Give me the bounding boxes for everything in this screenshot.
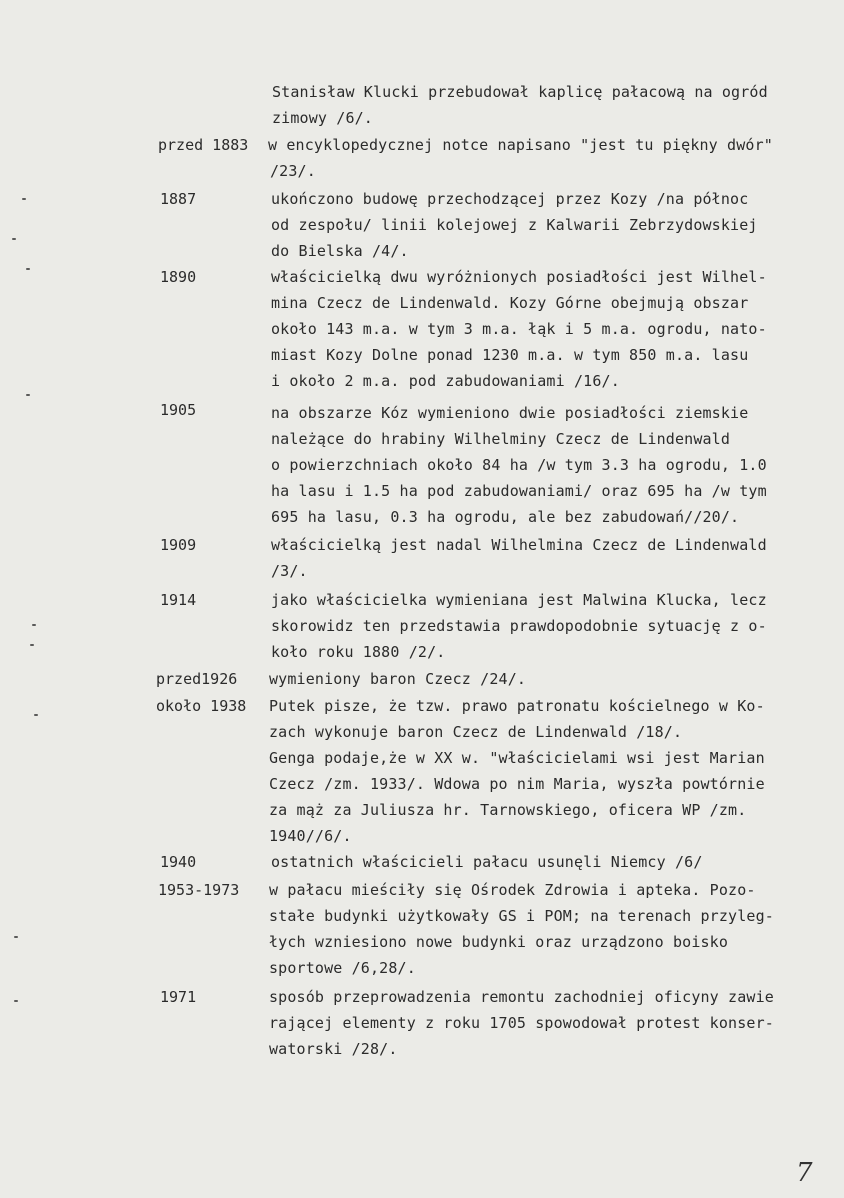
entry-7-date: przed1926 xyxy=(156,670,238,688)
entry-6-date: 1914 xyxy=(160,591,197,609)
entry-11-line-0: sposób przeprowadzenia remontu zachodniej oficyny zawie xyxy=(269,988,774,1006)
entry-2-line-1: od zespołu/ linii kolejowej z Kalwarii Zebrzydowskiej xyxy=(271,216,758,234)
entry-3-line-1: mina Czecz de Lindenwald. Kozy Górne obejmują obszar xyxy=(271,294,749,312)
entry-3-date: 1890 xyxy=(160,268,197,286)
margin-mark xyxy=(34,714,38,716)
entry-6-line-2: koło roku 1880 /2/. xyxy=(271,643,446,661)
entry-2-line-0: ukończono budowę przechodzącej przez Kozy /na północ xyxy=(271,190,749,208)
entry-10-line-1: stałe budynki użytkowały GS i POM; na terenach przyleg- xyxy=(269,907,774,925)
entry-0-line-1: zimowy /6/. xyxy=(272,109,373,127)
entry-5-date: 1909 xyxy=(160,536,197,554)
entry-2-line-2: do Bielska /4/. xyxy=(271,242,409,260)
entry-11-date: 1971 xyxy=(160,988,197,1006)
entry-10-line-3: sportowe /6,28/. xyxy=(269,959,416,977)
entry-10-date: 1953-1973 xyxy=(158,881,240,899)
entry-1-date: przed 1883 xyxy=(158,136,249,154)
margin-mark xyxy=(30,644,34,646)
margin-mark xyxy=(12,238,16,240)
margin-mark xyxy=(32,624,36,626)
entry-4-date: 1905 xyxy=(160,401,197,419)
entry-11-line-2: watorski /28/. xyxy=(269,1040,398,1058)
margin-mark xyxy=(14,936,18,938)
entry-5-line-1: /3/. xyxy=(271,562,308,580)
entry-8-line-0: Putek pisze, że tzw. prawo patronatu kościelnego w Ko- xyxy=(269,697,765,715)
page-number: 7 xyxy=(796,1158,813,1188)
entry-3-line-2: około 143 m.a. w tym 3 m.a. łąk i 5 m.a. ogrodu, nato- xyxy=(271,320,767,338)
entry-6-line-0: jako właścicielka wymieniana jest Malwina Klucka, lecz xyxy=(271,591,767,609)
entry-2-date: 1887 xyxy=(160,190,197,208)
entry-0-line-0: Stanisław Klucki przebudował kaplicę pałacową na ogród xyxy=(272,83,768,101)
entry-8-line-2: Genga podaje,że w XX w. "właścicielami wsi jest Marian xyxy=(269,749,765,767)
entry-4-line-1: należące do hrabiny Wilhelminy Czecz de Lindenwald xyxy=(271,430,731,448)
entry-1-line-0: w encyklopedycznej notce napisano "jest tu piękny dwór" xyxy=(268,136,773,154)
entry-8-line-4: za mąż za Juliusza hr. Tarnowskiego, oficera WP /zm. xyxy=(269,801,747,819)
entry-4-line-3: ha lasu i 1.5 ha pod zabudowaniami/ oraz 695 ha /w tym xyxy=(271,482,767,500)
entry-7-line-0: wymieniony baron Czecz /24/. xyxy=(269,670,527,688)
margin-mark xyxy=(14,1000,18,1002)
entry-4-line-2: o powierzchniach około 84 ha /w tym 3.3 ha ogrodu, 1.0 xyxy=(271,456,767,474)
entry-8-line-1: zach wykonuje baron Czecz de Lindenwald /18/. xyxy=(269,723,683,741)
entry-8-line-5: 1940//6/. xyxy=(269,827,352,845)
margin-mark xyxy=(26,268,30,270)
entry-11-line-1: rającej elementy z roku 1705 spowodował protest konser- xyxy=(269,1014,774,1032)
entry-4-line-4: 695 ha lasu, 0.3 ha ogrodu, ale bez zabudowań//20/. xyxy=(271,508,740,526)
entry-1-line-1: /23/. xyxy=(270,162,316,180)
entry-10-line-0: w pałacu mieściły się Ośrodek Zdrowia i apteka. Pozo- xyxy=(269,881,756,899)
entry-8-date: około 1938 xyxy=(156,697,247,715)
entry-4-line-0: na obszarze Kóz wymieniono dwie posiadłości ziemskie xyxy=(271,404,749,422)
margin-mark xyxy=(22,198,26,200)
entry-6-line-1: skorowidz ten przedstawia prawdopodobnie sytuację z o- xyxy=(271,617,767,635)
entry-3-line-3: miast Kozy Dolne ponad 1230 m.a. w tym 850 m.a. lasu xyxy=(271,346,749,364)
margin-mark xyxy=(26,394,30,396)
entry-3-line-0: właścicielką dwu wyróżnionych posiadłości jest Wilhel- xyxy=(271,268,767,286)
entry-9-date: 1940 xyxy=(160,853,197,871)
entry-8-line-3: Czecz /zm. 1933/. Wdowa po nim Maria, wyszła powtórnie xyxy=(269,775,765,793)
entry-3-line-4: i około 2 m.a. pod zabudowaniami /16/. xyxy=(271,372,620,390)
entry-5-line-0: właścicielką jest nadal Wilhelmina Czecz de Lindenwald xyxy=(271,536,767,554)
entry-10-line-2: łych wzniesiono nowe budynki oraz urządzono boisko xyxy=(269,933,729,951)
entry-9-line-0: ostatnich właścicieli pałacu usunęli Niemcy /6/ xyxy=(271,853,703,871)
